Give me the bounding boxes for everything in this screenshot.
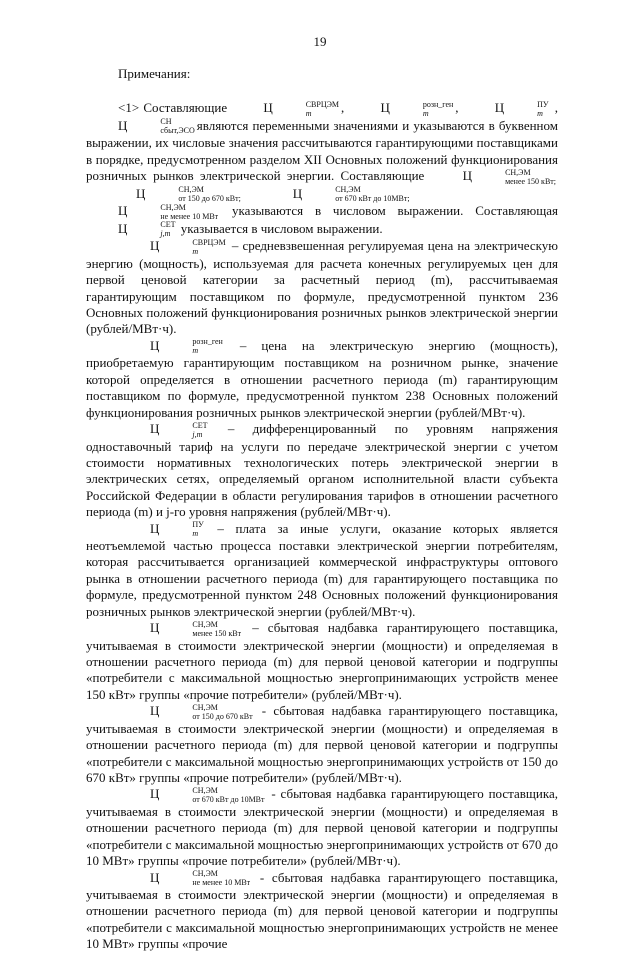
document-body: [86, 60, 558, 953]
definition-text: - сбытовая надбавка гарантирующего поставщика, учитываемая в стоимости электрической энергии (мощности) и определяемая в отношении расчетного периода (m) для первой ценовой категории и подгруппы «потребители с максимальной мощностью энергопринимающих устройств от 150 до 670 кВт» группы «прочие потребители» (рублей/МВт·ч).: [86, 703, 558, 785]
symbol-superscript: СН: [160, 117, 172, 127]
definition-sn-not-less-10: [86, 870, 558, 953]
definition-set: [86, 421, 558, 521]
symbol-subscript: m: [192, 246, 199, 256]
symbol-subscript: менее 150 кВт: [192, 628, 242, 638]
symbol-sn-670-10: [118, 786, 267, 804]
symbol-base: Ц: [136, 185, 146, 201]
symbol-base: Ц: [150, 703, 160, 719]
symbol-base: Ц: [150, 421, 160, 436]
symbol-superscript: СВРЦЭМ: [305, 99, 339, 109]
symbol-superscript: СН,ЭМ: [160, 202, 186, 212]
symbol-base: Ц: [118, 203, 128, 219]
note-text: ,: [455, 100, 463, 116]
symbol-subscript: j,m: [160, 229, 171, 239]
symbol-subscript: m: [192, 346, 199, 356]
definition-text: - сбытовая надбавка гарантирующего поставщика, учитываемая в стоимости электрической энергии (мощности) и определяемая в отношении расчетного периода (m) для первой ценовой категории и подгруппы «потребители с максимальной мощностью энергопринимающих устройств от 670 до 10 МВт» группы «прочие потребители» (рублей/МВт·ч).: [86, 786, 558, 869]
definition-sn-150-670: [86, 703, 558, 786]
symbol-base: Ц: [118, 220, 128, 236]
definition-sn-670-10: [86, 786, 558, 869]
symbol-svrcem: [231, 100, 341, 118]
symbol-subscript: m: [422, 108, 429, 118]
symbol-base: Ц: [118, 117, 128, 133]
symbol-subscript: менее 150 кВт;: [505, 176, 556, 186]
symbol-subscript: от 670 кВт до 10МВт: [192, 794, 265, 804]
definition-sn-less-150: [86, 620, 558, 703]
note-text: указывается в числовом выражении.: [177, 220, 383, 236]
definition-text: – цена на электрическую энергию (мощность), приобретаемую гарантирующим поставщиком на розничном рынке, значение которой определяется в отношении расчетного периода (m) гарантирующим поставщиком по формуле, предусмотренной пунктом 238 Основных положений функционирования розничных рынков электрической энергии (рублей/МВт·ч).: [86, 337, 558, 420]
symbol-sn-150-670: [118, 703, 255, 721]
symbol-superscript: ПУ: [192, 520, 204, 530]
definition-pu: [86, 521, 558, 621]
symbol-sn-less-150: [431, 168, 558, 186]
symbol-superscript: розн_ген: [422, 99, 454, 109]
symbol-base: Ц: [150, 786, 160, 802]
symbol-set: [86, 221, 178, 239]
symbol-superscript: СН,ЭМ: [335, 185, 361, 195]
symbol-subscript: от 670 кВт до 10МВт;: [335, 194, 410, 204]
symbol-set: [118, 421, 210, 439]
note-text: являются переменными значениями и указываются в буквенном выражении, их числовые значения рассчитываются гарантирующими поставщиками в порядке, предусмотренном разделом XII Основных положений функционирования розничных рынков электрической энергии. Составляющие: [86, 117, 558, 184]
symbol-base: Ц: [462, 168, 473, 184]
symbol-superscript: СВРЦЭМ: [192, 237, 226, 247]
symbol-subscript: j,m: [192, 429, 203, 439]
symbol-pu: [118, 521, 206, 539]
symbol-superscript: СН,ЭМ: [192, 619, 218, 629]
symbol-superscript: СН,ЭМ: [505, 167, 531, 177]
symbol-superscript: розн_ген: [192, 337, 223, 347]
note-marker: <1>: [118, 100, 140, 116]
symbol-subscript: m: [192, 529, 199, 539]
symbol-rozn-gen: [348, 100, 455, 118]
symbol-base: Ц: [150, 869, 160, 885]
symbol-subscript: сбыт,ЭСО: [160, 126, 195, 136]
symbol-sn-sbyt: [86, 118, 197, 136]
symbol-sn-less-150: [118, 620, 243, 638]
symbol-subscript: не менее 10 МВт: [160, 211, 219, 221]
symbol-sn-150-670: [104, 186, 243, 204]
notes-title: Примечания:: [118, 66, 191, 81]
definition-svrcem: [86, 238, 558, 338]
note-1-paragraph: [86, 100, 558, 238]
definition-text: – дифференцированный по уровням напряжения одноставочный тариф на услуги по передаче электрической энергии с учетом стоимости нормативных технологических потерь электрической энергии в электрических сетях, определяемый органом исполнительной власти субъекта Российской Федерации в области регулирования тарифов в отношении расчетного периода (m) и j-го уровня напряжения (рублей/МВт·ч).: [86, 421, 558, 520]
symbol-sn-not-less-10: [86, 203, 220, 221]
symbol-base: Ц: [150, 238, 160, 254]
definition-text: – плата за иные услуги, оказание которых является неотъемлемой частью процесса поставки электрической энергии потребителям, которая рассчитывается организацией коммерческой инфраструктуры оптового рынка в отношении расчетного периода (m) для гарантирующего поставщика по формуле, предусмотренной пунктом 248 Основных положений функционирования розничных рынков электрической энергии (рублей/МВт·ч).: [86, 520, 558, 619]
note-text: указываются в числовом выражении. Составляющая: [220, 203, 558, 219]
symbol-svrcem: [118, 238, 228, 256]
symbol-base: Ц: [494, 100, 505, 116]
symbol-pu: [463, 100, 551, 118]
symbol-subscript: m: [537, 108, 543, 118]
symbol-rozn-gen: [118, 338, 225, 356]
symbol-sn-670-10: [261, 186, 412, 204]
definition-text: – средневзвешенная регулируемая цена на электрическую энергию (мощность), используемая для расчета конечных регулируемых цен для первой ценовой категории за расчетный период (m), рассчитываемая гарантирующим поставщиком по формуле, предусмотренной пунктом 236 Основных положений функционирования розничных рынков электрической энергии (рублей/МВт·ч).: [86, 238, 558, 337]
symbol-subscript: не менее 10 МВт: [192, 878, 251, 888]
symbol-superscript: СН,ЭМ: [192, 702, 218, 712]
note-text: Составляющие: [139, 100, 232, 116]
symbol-base: Ц: [150, 620, 160, 636]
symbol-base: Ц: [263, 100, 273, 116]
symbol-superscript: СН,ЭМ: [192, 785, 218, 795]
definition-text: – сбытовая надбавка гарантирующего поставщика, учитываемая в стоимости электрической энергии (мощности) и определяемая в отношении расчетного периода (m) для первой ценовой категории и подгруппы «потребители с максимальной мощностью энергопринимающих устройств менее 150 кВт» группы «прочие потребители» (рублей/МВт·ч).: [86, 620, 558, 702]
symbol-base: Ц: [150, 337, 160, 353]
symbol-superscript: ПУ: [537, 99, 549, 109]
symbol-subscript: от 150 до 670 кВт;: [178, 194, 241, 204]
note-text: ,: [550, 100, 558, 116]
symbol-superscript: СЕТ: [160, 220, 176, 230]
symbol-base: Ц: [380, 100, 390, 116]
symbol-subscript: m: [305, 108, 312, 118]
symbol-sn-not-less-10: [118, 870, 252, 888]
symbol-base: Ц: [150, 520, 160, 536]
definition-rozn-gen: [86, 338, 558, 421]
symbol-superscript: СН,ЭМ: [192, 869, 218, 879]
symbol-superscript: СЕТ: [192, 420, 208, 430]
symbol-base: Ц: [292, 185, 303, 201]
definition-text: - сбытовая надбавка гарантирующего поставщика, учитываемая в стоимости электрической энергии (мощности) и определяемая в отношении расчетного периода (m) для первой ценовой категории и подгруппы «потребители с максимальной мощностью энергопринимающих устройств не менее 10 МВт» группы «прочие: [86, 869, 558, 952]
symbol-superscript: СН,ЭМ: [178, 185, 204, 195]
note-text: ,: [341, 100, 349, 116]
symbol-subscript: от 150 до 670 кВт: [192, 711, 253, 721]
page-number: 19: [313, 34, 327, 49]
